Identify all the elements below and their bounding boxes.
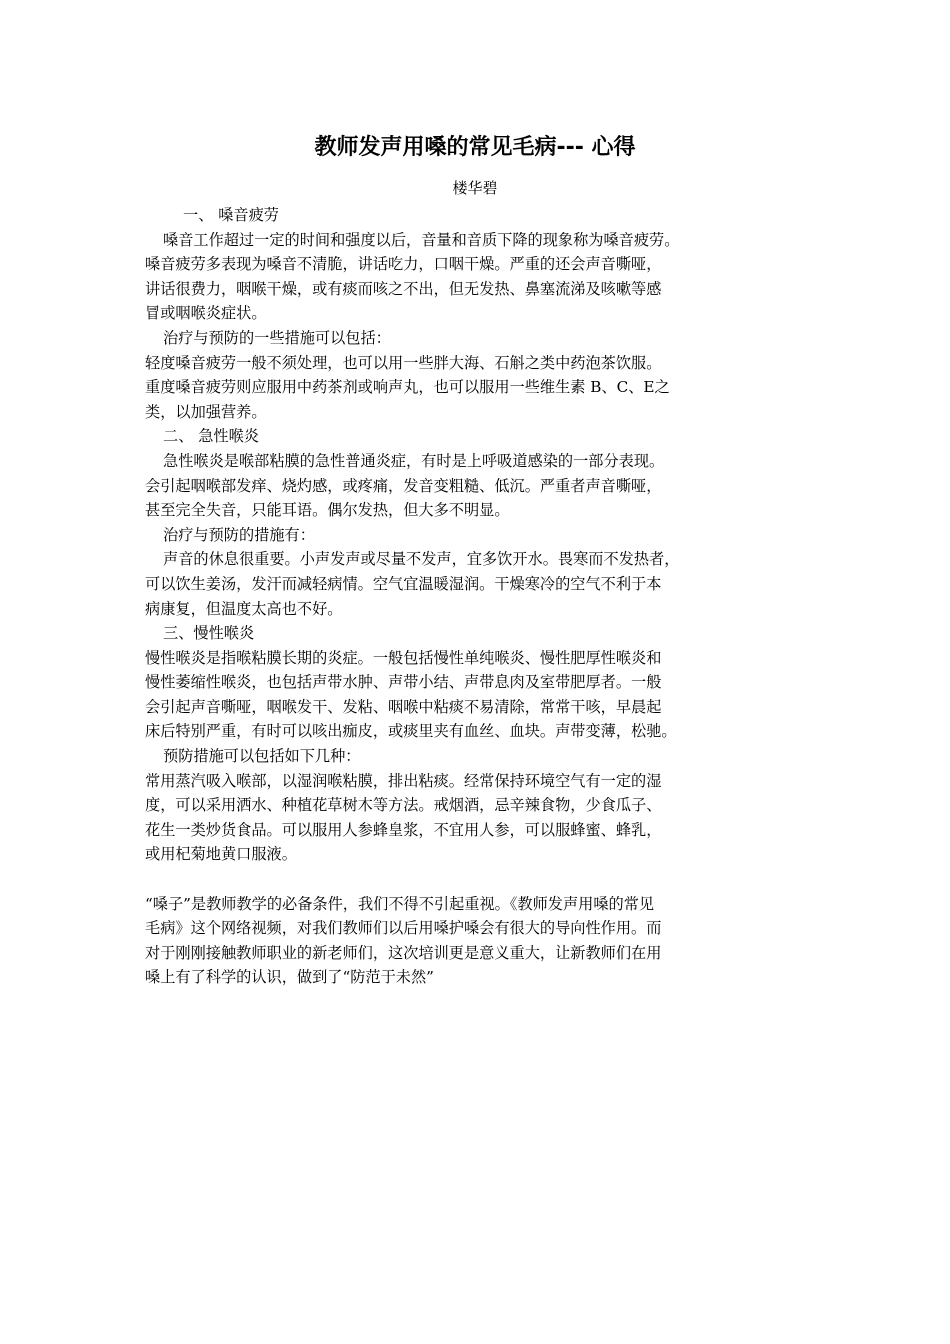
body-line: 二、 急性喉炎 (163, 427, 259, 446)
body-line: 会引起咽喉部发痒、烧灼感，或疼痛，发音变粗糙、低沉。严重者声音嘶哑， (145, 476, 662, 495)
body-line: 类，以加强营养。 (145, 402, 267, 421)
body-line: 治疗与预防的措施有： (163, 525, 315, 544)
body-line: “嗓子”是教师教学的必备条件，我们不得不引起重视。《教师发声用嗓的常见 (145, 894, 655, 913)
document-author: 楼华碧 (452, 179, 498, 197)
body-line: 嗓上有了科学的认识，做到了“防范于未然” (145, 968, 434, 987)
body-line: 冒或咽喉炎症状。 (145, 304, 267, 323)
body-line: 对于刚刚接触教师职业的新老师们，这次培训更是意义重大，让新教师们在用 (145, 943, 662, 962)
body-line: 轻度嗓音疲劳一般不须处理，也可以用一些胖大海、石斛之类中药泡茶饮服。 (145, 353, 662, 372)
body-line: 嗓音疲劳多表现为嗓音不清脆，讲话吃力，口咽干燥。严重的还会声音嘶哑， (145, 255, 662, 274)
body-line: 声音的休息很重要。小声发声或尽量不发声，宜多饮开水。畏寒而不发热者， (163, 550, 680, 569)
body-line: 或用杞菊地黄口服液。 (145, 845, 297, 864)
document-title: 教师发声用嗓的常见毛病--- 心得 (314, 135, 636, 160)
body-line: 预防措施可以包括如下几种： (163, 747, 361, 766)
body-line: 病康复，但温度太高也不好。 (145, 599, 343, 618)
body-line: 毛病》这个网络视频，对我们教师们以后用嗓护嗓会有很大的导向性作用。而 (145, 919, 662, 938)
body-line: 重度嗓音疲劳则应服用中药茶剂或响声丸，也可以服用一些维生素 B、C、E之 (145, 378, 670, 397)
body-line: 讲话很费力，咽喉干燥，或有痰而咳之不出，但无发热、鼻塞流涕及咳嗽等感 (145, 279, 662, 298)
body-line: 度，可以采用洒水、种植花草树木等方法。戒烟酒，忌辛辣食物，少食瓜子、 (145, 796, 662, 815)
body-line: 甚至完全失音，只能耳语。偶尔发热，但大多不明显。 (145, 501, 510, 520)
body-line: 可以饮生姜汤，发汗而减轻病情。空气宜温暖湿润。干燥寒冷的空气不利于本 (145, 574, 662, 593)
document-body (145, 203, 810, 990)
body-line: 嗓音工作超过一定的时间和强度以后，音量和音质下降的现象称为嗓音疲劳。 (163, 230, 680, 249)
body-line: 床后特别严重，有时可以咳出痂皮，或痰里夹有血丝、血块。声带变薄，松驰。 (145, 722, 677, 741)
body-line: 花生一类炒货食品。可以服用人参蜂皇浆，不宜用人参，可以服蜂蜜、蜂乳， (145, 820, 662, 839)
body-line: 急性喉炎是喉部粘膜的急性普通炎症，有时是上呼吸道感染的一部分表现。 (163, 451, 665, 470)
body-line: 会引起声音嘶哑，咽喉发干、发粘、咽喉中粘痰不易清除，常常干咳，早晨起 (145, 697, 662, 716)
body-line: 治疗与预防的一些措施可以包括： (163, 328, 391, 347)
body-line: 慢性萎缩性喉炎，也包括声带水肿、声带小结、声带息肉及室带肥厚者。一般 (145, 673, 662, 692)
body-line (145, 867, 810, 892)
body-line: 三、慢性喉炎 (163, 624, 255, 643)
body-line: 常用蒸汽吸入喉部，以湿润喉粘膜，排出粘痰。经常保持环境空气有一定的湿 (145, 771, 662, 790)
body-line: 一、 嗓音疲劳 (183, 206, 279, 224)
body-line: 慢性喉炎是指喉粘膜长期的炎症。一般包括慢性单纯喉炎、慢性肥厚性喉炎和 (145, 648, 662, 667)
